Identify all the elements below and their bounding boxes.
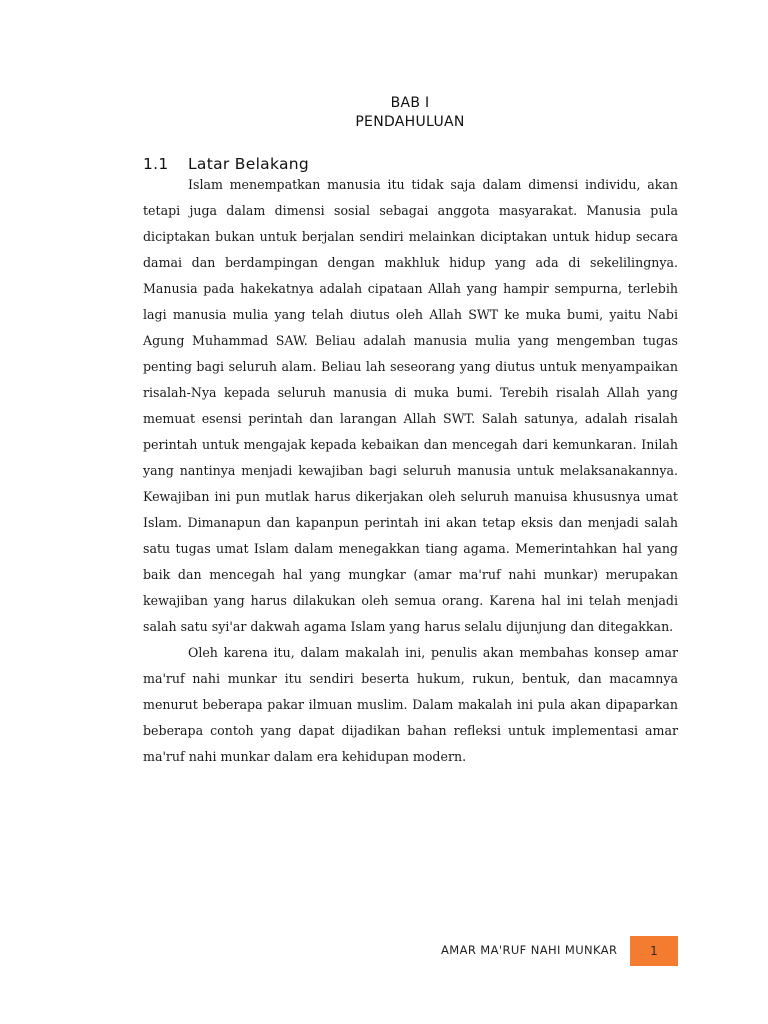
chapter-title: PENDAHULUAN (355, 114, 465, 130)
page-number-badge: 1 (630, 936, 678, 966)
chapter-heading (0, 94, 768, 132)
body-text (143, 172, 678, 770)
section-title: Latar Belakang (188, 155, 310, 173)
paragraph: Oleh karena itu, dalam makalah ini, penulis akan membahas konsep amar ma'ruf nahi munkar itu sendiri beserta hukum, rukun, bentuk, dan macamnya menurut beberapa pakar ilmuan muslim. Dalam makalah ini pula akan dipaparkan beberapa contoh yang dapat dijadikan bahan refleksi untuk implementasi amar ma'ruf nahi munkar dalam era kehidupan modern. (143, 645, 678, 764)
paragraph: Islam menempatkan manusia itu tidak saja dalam dimensi individu, akan tetapi juga dalam dimensi sosial sebagai anggota masyarakat. Manusia pula diciptakan bukan untuk berjalan sendiri melainkan diciptakan untuk hidup secara damai dan berdampingan dengan makhluk hidup yang ada di sekelilingnya. Manusia pada hakekatnya adalah cipataan Allah yang hampir sempurna, terlebih lagi manusia mulia yang telah diutus oleh Allah SWT ke muka bumi, yaitu Nabi Agung Muhammad SAW. Beliau adalah manusia mulia yang mengemban tugas penting bagi seluruh alam. Beliau lah seseorang yang diutus untuk menyampaikan risalah-Nya kepada seluruh manusia di muka bumi. Terebih risalah Allah yang memuat esensi perintah dan larangan Allah SWT. Salah satunya, adalah risalah perintah untuk mengajak kepada kebaikan dan mencegah dari kemunkaran. Inilah yang nantinya menjadi kewajiban bagi seluruh manusia untuk melaksanakannya. Kewajiban ini pun mutlak harus dikerjakan oleh seluruh manuisa khususnya umat Islam. Dimanapun dan kapanpun perintah ini akan tetap eksis dan menjadi salah satu tugas umat Islam dalam menegakkan tiang agama. Memerintahkan hal yang baik dan mencegah hal yang mungkar (amar ma'ruf nahi munkar) merupakan kewajiban yang harus dilakukan oleh semua orang. Karena hal ini telah menjadi salah satu syi'ar dakwah agama Islam yang harus selalu dijunjung dan ditegakkan. (143, 177, 678, 634)
footer-title: AMAR MA'RUF NAHI MUNKAR (441, 943, 618, 957)
section-heading (143, 155, 309, 173)
section-number: 1.1 (143, 155, 169, 173)
chapter-label: BAB I (390, 95, 430, 111)
